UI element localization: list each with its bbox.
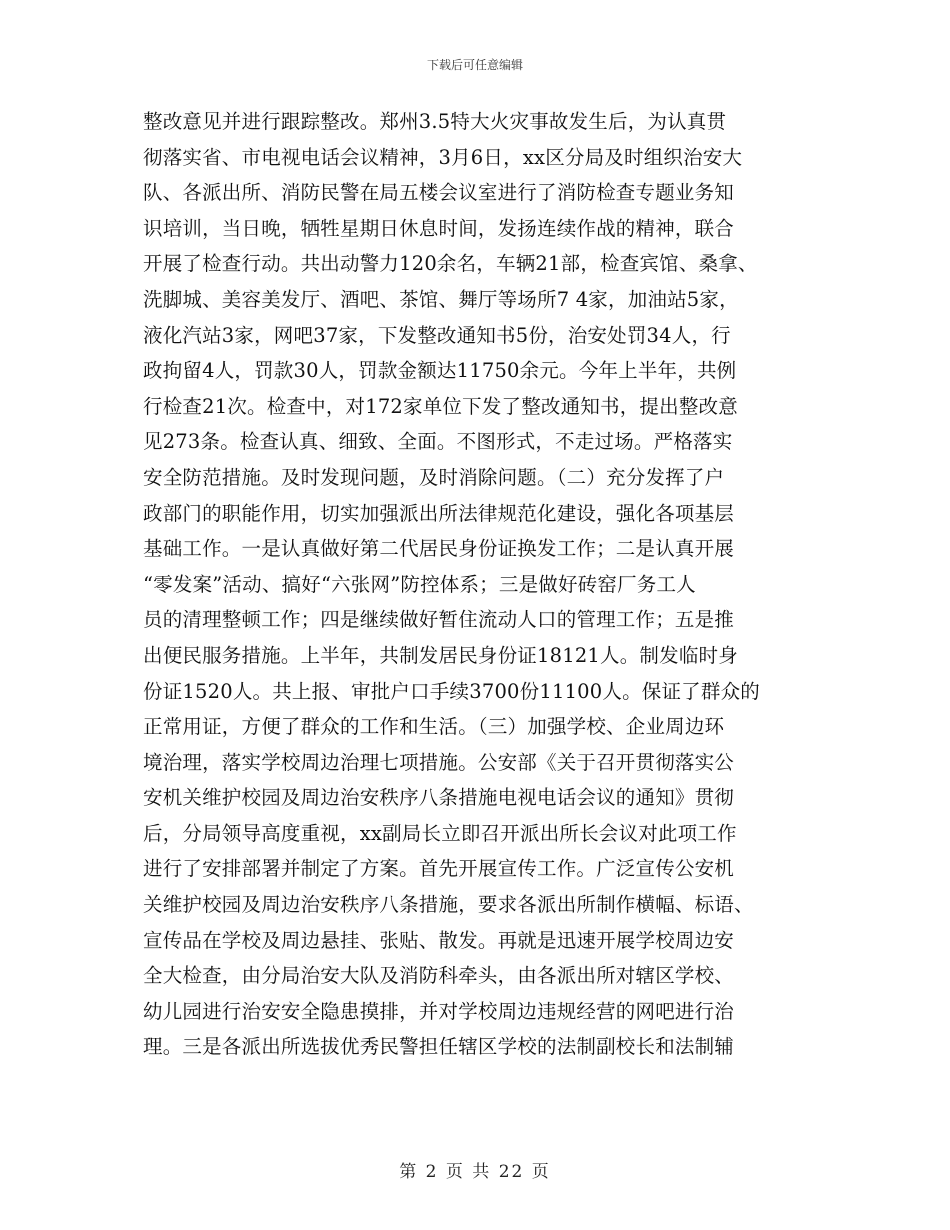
body-line: 政拘留4人，罚款30人，罚款金额达11750余元。今年上半年，共例 xyxy=(143,359,737,383)
body-line: 幼儿园进行治安安全隐患摸排，并对学校周边违规经营的网吧进行治 xyxy=(143,999,735,1023)
body-line: 液化汽站3家，网吧37家，下发整改通知书5份，治安处罚34人，行 xyxy=(143,323,731,347)
body-line: 见273条。检查认真、细致、全面。不图形式，不走过场。严格落实 xyxy=(143,430,733,454)
body-line: 全大检查，由分局治安大队及消防科牵头，由各派出所对辖区学校、 xyxy=(143,964,735,988)
body-line: 进行了安排部署并制定了方案。首先开展宣传工作。广泛宣传公安机 xyxy=(143,857,735,881)
page-header: 下载后可任意编辑 xyxy=(426,58,523,72)
body-line: 后，分局领导高度重视，xx副局长立即召开派出所长会议对此项工作 xyxy=(143,821,737,845)
body-line: 正常用证，方便了群众的工作和生活。（三）加强学校、企业周边环 xyxy=(143,715,725,739)
body-line: 整改意见并进行跟踪整改。郑州3.5特大火灾事故发生后，为认真贯 xyxy=(143,110,727,133)
body-line: 份证1520人。共上报、审批户口手续3700份11100人。保证了群众的 xyxy=(143,679,760,703)
document-body xyxy=(143,104,813,1065)
body-line: 行检查21次。检查中，对172家单位下发了整改通知书，提出整改意 xyxy=(143,394,738,418)
body-line: 基础工作。一是认真做好第二代居民身份证换发工作；二是认真开展 xyxy=(143,537,735,561)
body-line: 彻落实省、市电视电话会议精神，3月6日，xx区分局及时组织治安大 xyxy=(143,145,743,169)
body-line: 政部门的职能作用，切实加强派出所法律规范化建设，强化各项基层 xyxy=(143,501,735,525)
body-line: 宣传品在学校及周边悬挂、张贴、散发。再就是迅速开展学校周边安 xyxy=(143,928,735,952)
body-line: 识培训，当日晚，牺牲星期日休息时间，发扬连续作战的精神，联合 xyxy=(143,216,735,240)
body-line: 洗脚城、美容美发厅、酒吧、茶馆、舞厅等场所7 4家，加油站5家， xyxy=(143,287,739,311)
body-line: 理。三是各派出所选拔优秀民警担任辖区学校的法制副校长和法制辅 xyxy=(143,1035,735,1059)
body-line: 安机关维护校园及周边治安秩序八条措施电视电话会议的通知》贯彻 xyxy=(143,786,735,810)
body-line: 关维护校园及周边治安秩序八条措施，要求各派出所制作横幅、标语、 xyxy=(143,893,754,917)
body-line: 境治理，落实学校周边治理七项措施。公安部《关于召开贯彻落实公 xyxy=(143,750,735,774)
body-line: “零发案”活动、搞好“六张网”防控体系；三是做好砖窑厂务工人 xyxy=(143,572,696,596)
body-line: 出便民服务措施。上半年，共制发居民身份证18121人。制发临时身 xyxy=(143,643,738,667)
body-line: 员的清理整顿工作；四是继续做好暂住流动人口的管理工作；五是推 xyxy=(143,608,735,632)
page-footer: 第 2 页 共 22 页 xyxy=(399,1162,551,1182)
body-line: 安全防范措施。及时发现问题，及时消除问题。（二）充分发挥了户 xyxy=(143,465,725,489)
body-line: 队、各派出所、消防民警在局五楼会议室进行了消防检查专题业务知 xyxy=(143,181,735,205)
body-line: 开展了检查行动。共出动警力120余名，车辆21部，检查宾馆、桑拿、 xyxy=(143,252,758,276)
